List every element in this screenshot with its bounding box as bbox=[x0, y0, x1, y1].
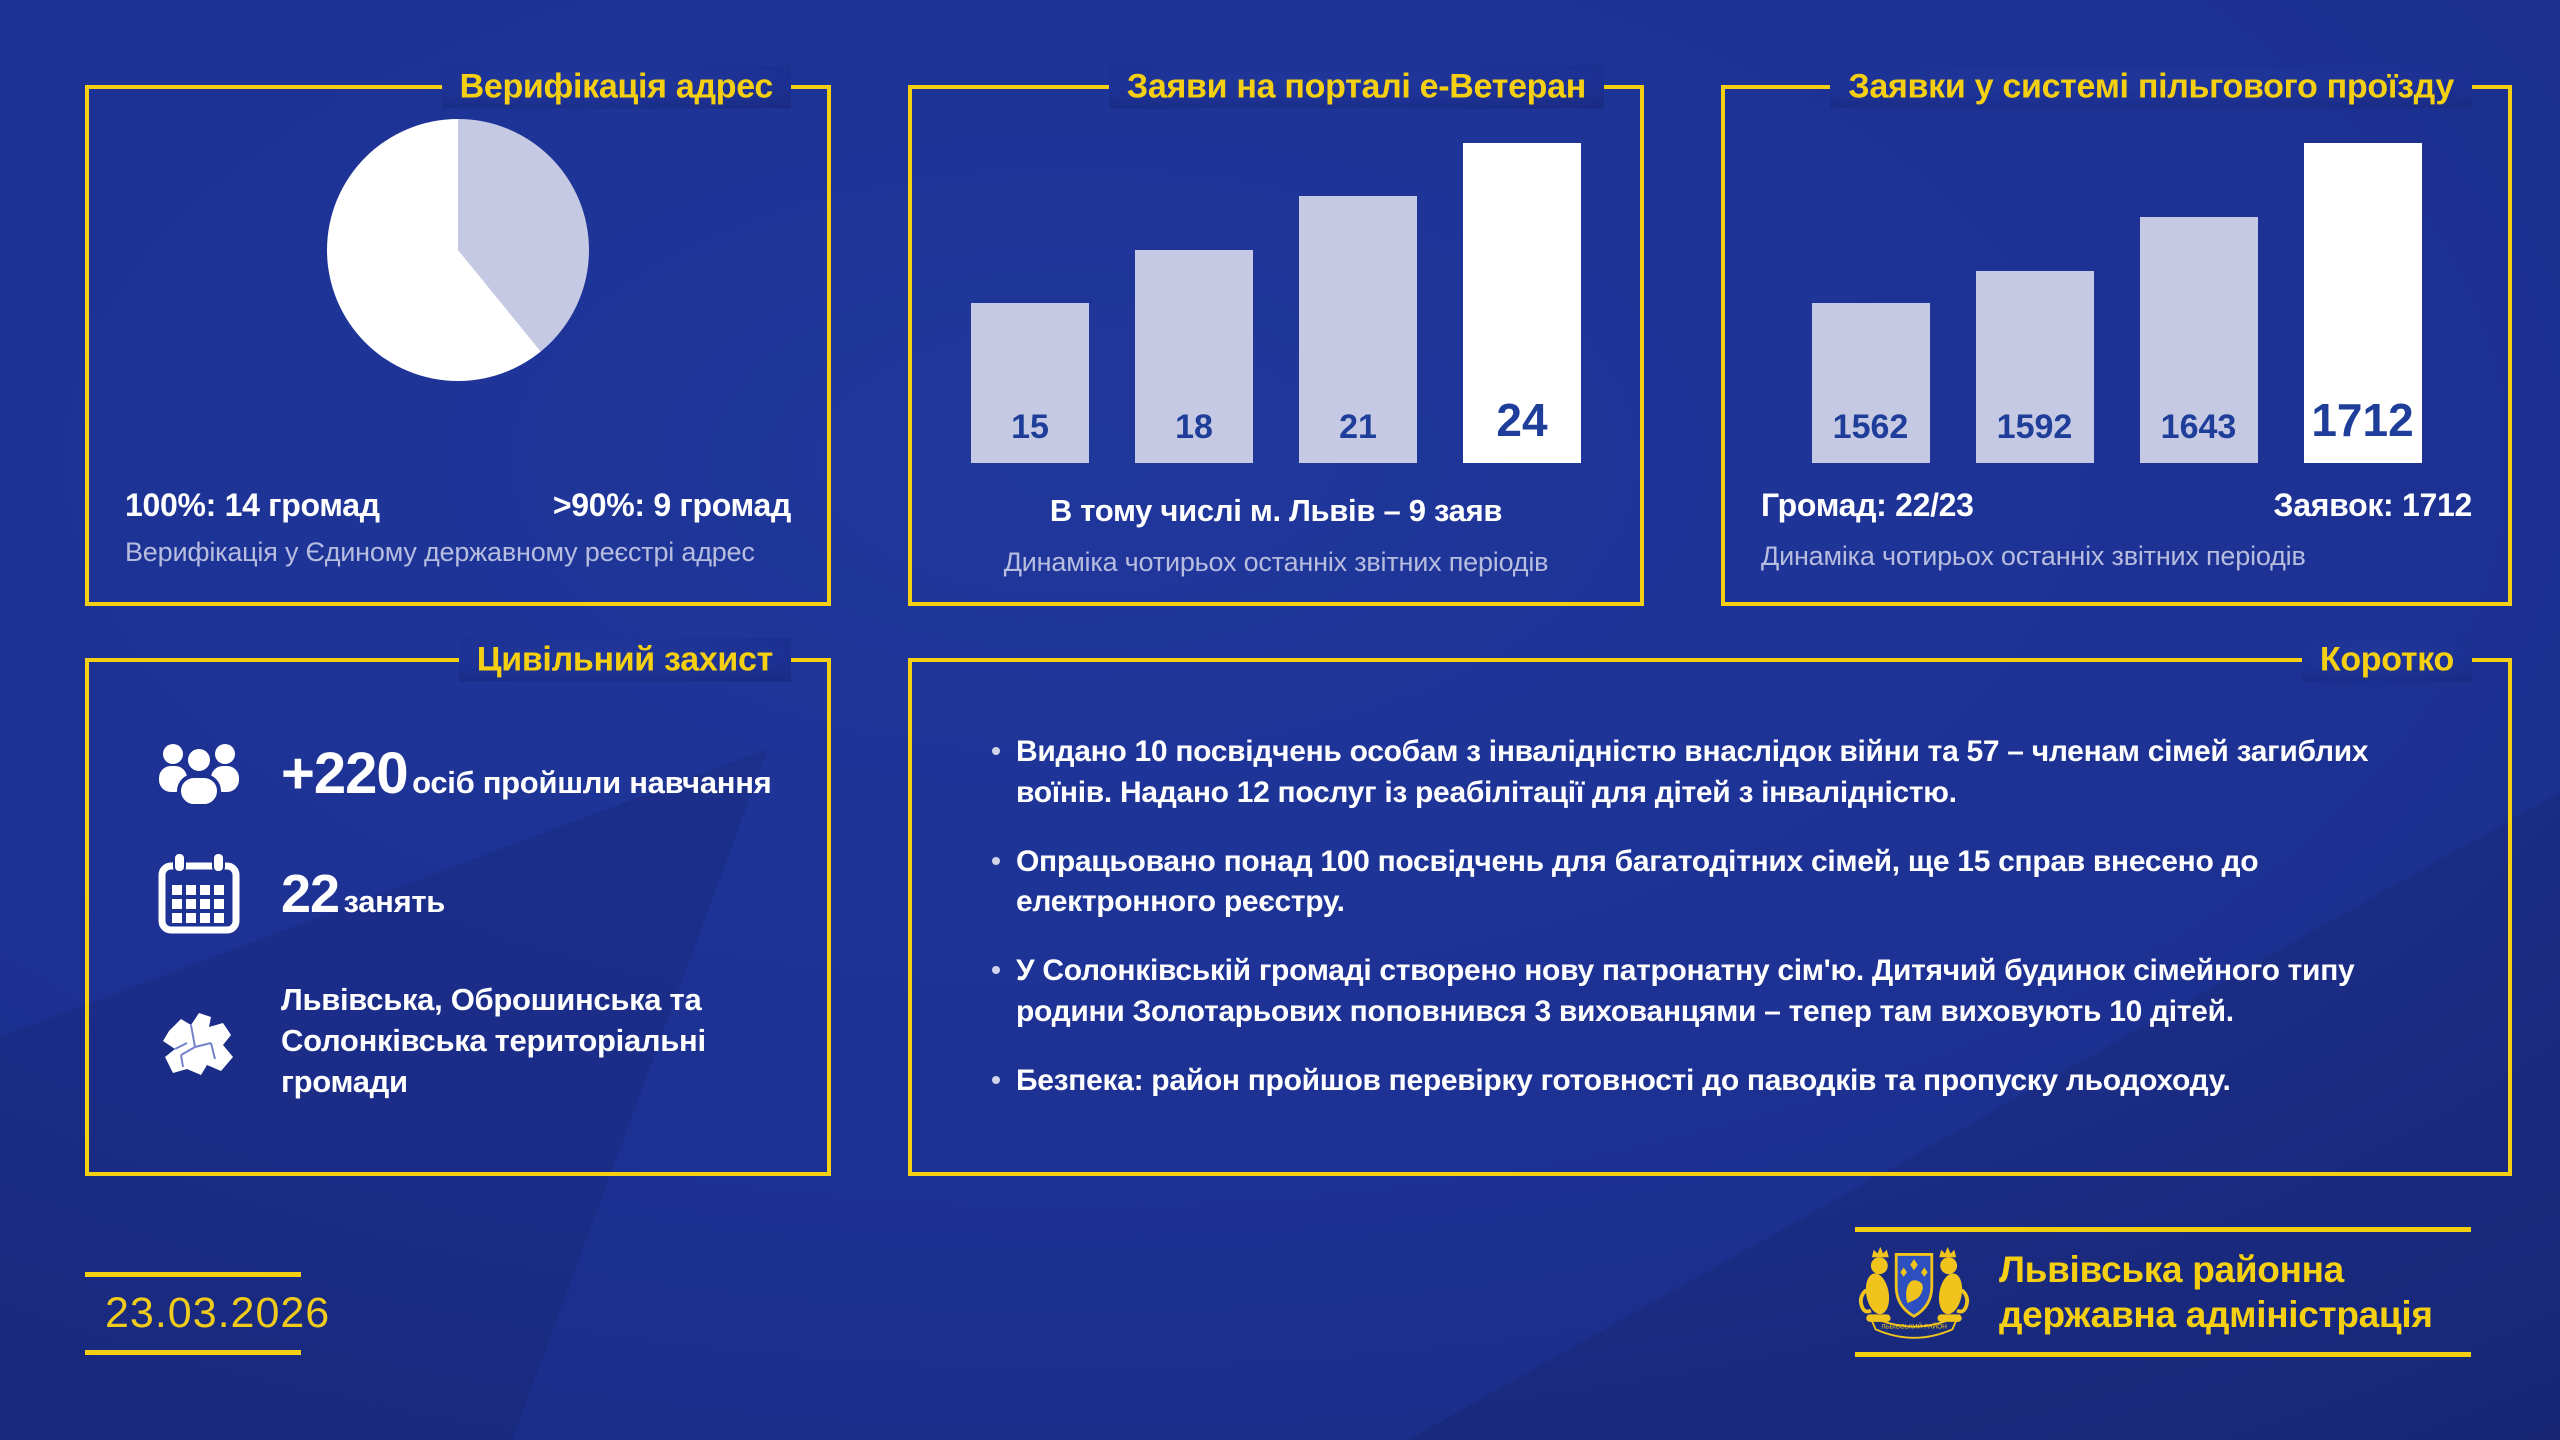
stat-label: осіб пройшли навчання bbox=[412, 764, 772, 800]
org-name-line2: державна адміністрація bbox=[1999, 1294, 2433, 1335]
panel-eveteran-applications bbox=[908, 67, 1644, 606]
civil-row-sessions bbox=[151, 852, 787, 936]
bar bbox=[1463, 143, 1581, 463]
bar bbox=[2140, 217, 2258, 463]
civil-row-training bbox=[151, 738, 787, 808]
map-icon bbox=[151, 995, 247, 1087]
bar bbox=[1976, 271, 2094, 463]
stat-label: Львівська, Оброшинська та Солонківська територіальні громади bbox=[281, 982, 706, 1099]
stat-hromad: Громад: 22/23 bbox=[1761, 487, 1974, 523]
users-icon bbox=[151, 738, 247, 808]
brief-bullet: Опрацьовано понад 100 посвідчень для багатодітних сімей, ще 15 справ внесено до електронного реєстру. bbox=[990, 842, 2448, 924]
calendar-icon bbox=[151, 852, 247, 936]
panel-title: Заяви на порталі е-Ветеран bbox=[1109, 66, 1604, 109]
bar-chart-eveteran bbox=[912, 89, 1640, 463]
civil-row-hromadas bbox=[151, 980, 787, 1103]
chart-caption: Динаміка чотирьох останніх звітних періодів bbox=[1003, 547, 1549, 577]
org-name-line1: Львівська районна bbox=[1999, 1248, 2344, 1290]
panel-title: Верифікація адрес bbox=[442, 66, 791, 109]
brief-bullet: Безпека: район пройшов перевірку готовності до паводків та пропуску льодоходу. bbox=[990, 1061, 2448, 1102]
panel-transit-applications bbox=[1721, 67, 2512, 606]
bar-value: 18 bbox=[1175, 408, 1213, 446]
bar-value: 15 bbox=[1011, 408, 1049, 446]
stat-label: занять bbox=[343, 884, 446, 919]
svg-text:ЛЬВІВСЬКИЙ РАЙОН: ЛЬВІВСЬКИЙ РАЙОН bbox=[1881, 1322, 1947, 1330]
bar-value: 1562 bbox=[1832, 408, 1909, 446]
bar bbox=[971, 303, 1089, 463]
bar bbox=[1299, 196, 1417, 463]
chart-caption: Динаміка чотирьох останніх звітних періодів bbox=[1761, 541, 2306, 571]
chart-annotation: В тому числі м. Львів – 9 заяв bbox=[1049, 493, 1503, 528]
bar-value: 21 bbox=[1339, 408, 1377, 446]
panel-title: Коротко bbox=[2302, 639, 2472, 682]
pie-chart-address-verification bbox=[327, 119, 589, 381]
bar bbox=[1135, 250, 1253, 463]
panel-civil-protection bbox=[85, 640, 831, 1176]
brief-bullet: У Солонківській громаді створено нову патронатну сім'ю. Дитячий будинок сімейного типу родини Золотарьових поповнився 3 вихованцями – тепер там виховують 10 дітей. bbox=[990, 951, 2448, 1033]
bar bbox=[1812, 303, 1930, 463]
stat-value: +220 bbox=[281, 740, 408, 806]
panel-brief bbox=[908, 640, 2512, 1176]
panel-title: Цивільний захист bbox=[459, 639, 791, 682]
brief-bullet: Видано 10 посвідчень особам з інвалідністю внаслідок війни та 57 – членам сімей загиблих воїнів. Надано 12 послуг із реабілітації для дітей з інвалідністю. bbox=[990, 732, 2448, 814]
stat-zayavok: Заявок: 1712 bbox=[2273, 487, 2472, 523]
panel-address-verification bbox=[85, 67, 831, 606]
bar-value: 1643 bbox=[2160, 408, 2237, 446]
organization-block bbox=[1855, 1227, 2471, 1357]
stat-value: 22 bbox=[281, 864, 340, 924]
bar-value: 1592 bbox=[1996, 408, 2073, 446]
stat-90-percent: >90%: 9 громад bbox=[552, 487, 791, 523]
coat-of-arms-icon bbox=[1855, 1237, 1973, 1348]
bar-value: 24 bbox=[1496, 394, 1548, 446]
stat-100-percent: 100%: 14 громад bbox=[125, 487, 380, 523]
bar bbox=[2304, 143, 2422, 463]
report-date: 23.03.2026 bbox=[105, 1289, 331, 1337]
panel-title: Заявки у системі пільгового проїзду bbox=[1830, 66, 2472, 109]
panel-subtitle: Верифікація у Єдиному державному реєстрі адрес bbox=[125, 537, 755, 567]
brief-bullet-list bbox=[912, 662, 2508, 1102]
bar-value: 1712 bbox=[2311, 394, 2414, 446]
report-date-block bbox=[85, 1272, 331, 1355]
bar-chart-transit bbox=[1725, 89, 2508, 463]
